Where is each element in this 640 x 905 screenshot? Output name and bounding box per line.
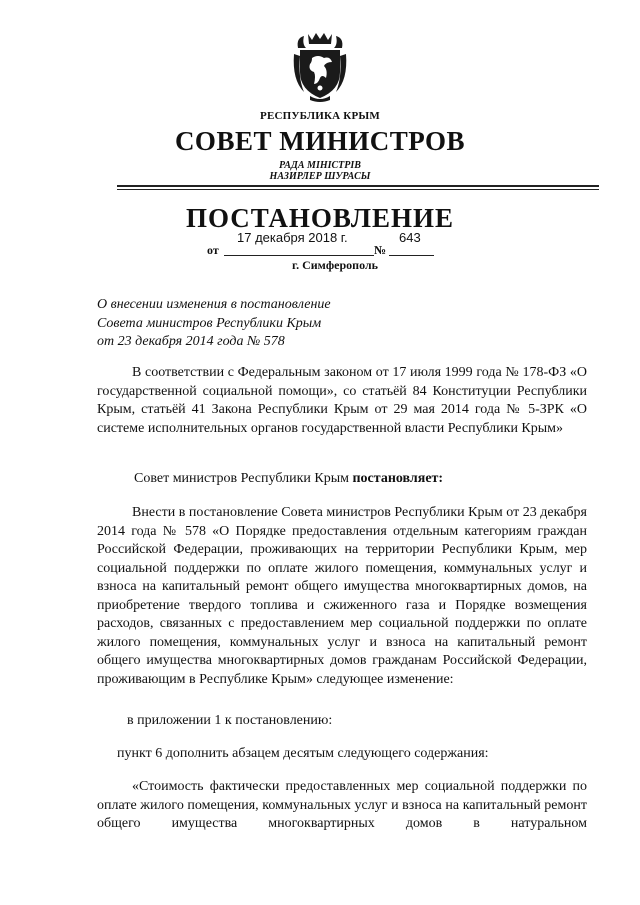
council-title: СОВЕТ МИНИСТРОВ	[174, 126, 466, 156]
resolution-text: Совет министров Республики Крым	[134, 471, 353, 486]
date-number-line	[207, 230, 437, 258]
quoted-text: «Стоимость фактически предоставленных мер социальной поддержки по оплате жилого помещения, коммунальных услуг и взноса на капитальный ремонт общего имущества многоквартирных домов в натуральном	[97, 779, 587, 831]
quoted-paragraph	[97, 778, 587, 834]
appendix-paragraph: в приложении 1 к постановлению:	[127, 713, 333, 728]
amendment-text: Внести в постановление Совета министров Республики Крым от 23 декабря 2014 года № 578 «О Порядке предоставления отдельным категориям граждан Российской Федерации, проживающих на территории Республики Крым, мер социальной поддержки по оплате жилого помещения, коммунальных услуг и взноса на капитальный ремонт общего имущества многоквартирных домов, на приобретение твердого топлива и сжиженного газа и Порядке возмещения расходов, связанных с предоставлением мер социальной поддержки по оплате жилого помещения, коммунальных услуг и взноса на капитальный ремонт общего имущества многоквартирных домов гражданам Российской Федерации, проживающим в Республике Крым» следующее изменение:	[97, 505, 587, 687]
from-label: от	[207, 243, 219, 257]
decree-number: 643	[399, 230, 421, 245]
council-subtitle-crimean-tatar: НАЗИРЛЕР ШУРАСЫ	[269, 171, 371, 182]
crimea-coat-of-arms-icon	[290, 30, 350, 102]
resolution-statement	[97, 470, 587, 489]
decree-date: 17 декабря 2018 г.	[237, 230, 348, 245]
subject-line-1: О внесении изменения в постановление	[97, 297, 331, 312]
number-label: №	[374, 243, 387, 257]
header-rule-thin	[117, 189, 599, 190]
decree-subject	[97, 296, 417, 352]
council-subtitle	[0, 160, 640, 182]
preamble-paragraph	[97, 364, 587, 438]
number-underline	[389, 255, 434, 256]
resolution-verb: постановляет:	[352, 471, 444, 486]
date-underline	[224, 255, 374, 256]
document-type-title: ПОСТАНОВЛЕНИЕ	[185, 203, 455, 233]
preamble-text: В соответствии с Федеральным законом от 17 июля 1999 года № 178-ФЗ «О государственной социальной помощи», со статьёй 84 Конституции Республики Крым, статьёй 41 Закона Республики Крым от 29 мая 2014 года № 5-ЗРК «О системе исполнительных органов государственной власти Республики Крым»	[97, 365, 587, 436]
header-rule-thick	[117, 185, 599, 187]
republic-name: РЕСПУБЛИКА КРЫМ	[260, 110, 380, 122]
city-name: г. Симферополь	[292, 258, 378, 272]
subject-line-2: Совета министров Республики Крым	[97, 315, 322, 331]
council-subtitle-ukrainian: РАДА МІНІСТРІВ	[279, 160, 361, 171]
amendment-paragraph	[97, 504, 587, 689]
subject-line-3: от 23 декабря 2014 года № 578	[97, 334, 285, 349]
point-paragraph: пункт 6 дополнить абзацем десятым следующего содержания:	[117, 746, 489, 761]
